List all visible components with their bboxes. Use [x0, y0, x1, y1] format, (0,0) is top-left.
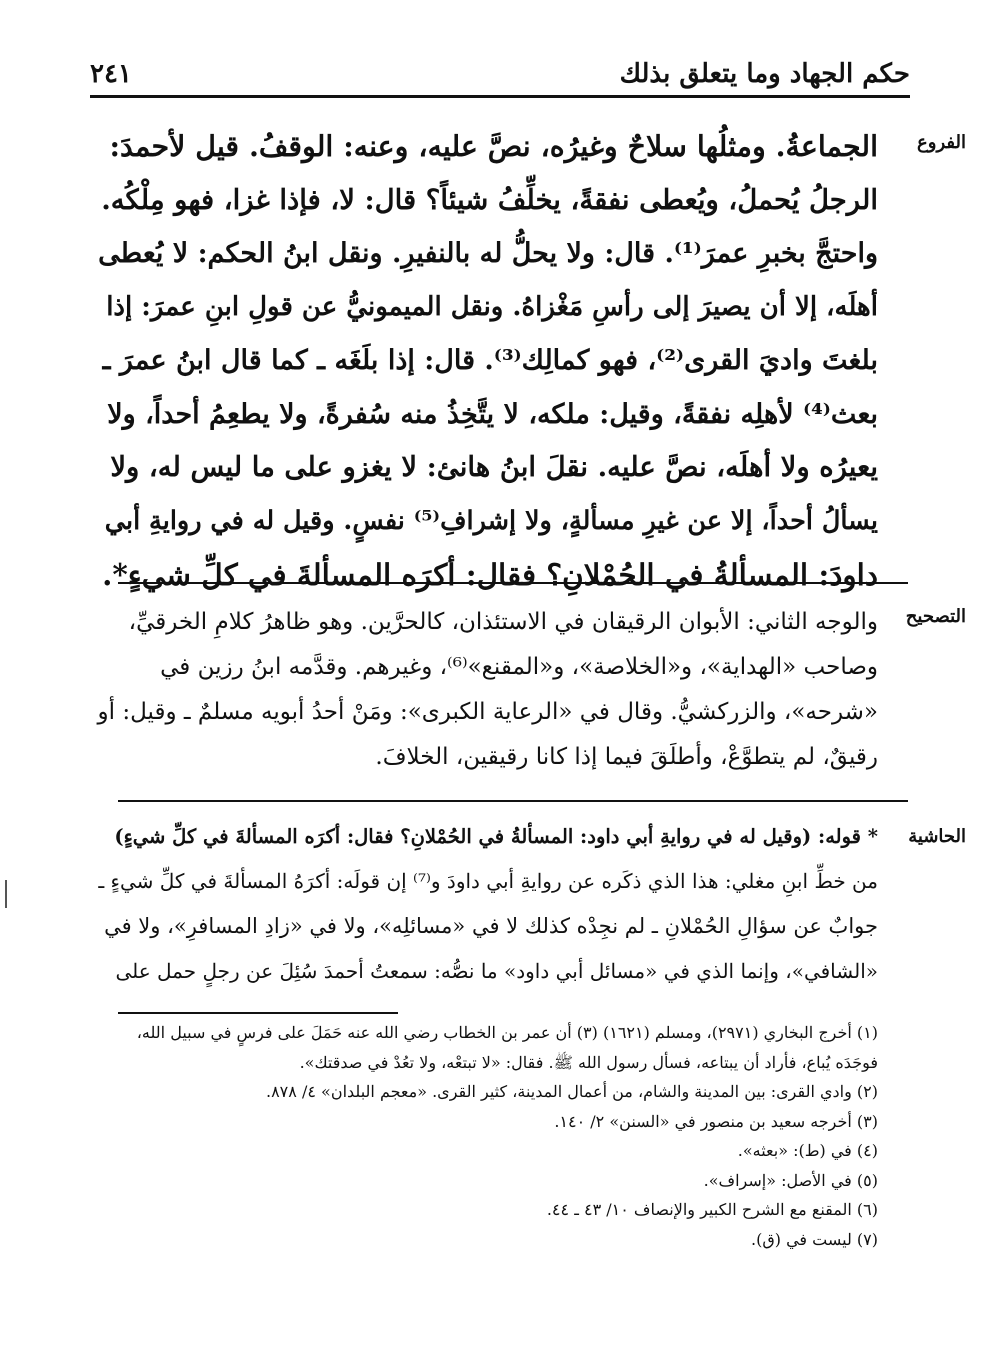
main-line: يعيرُه ولا أهلَه، نصَّ عليه. نقلَ ابنُ هانئ: لا يغزو على ما ليس له، ولا — [110, 451, 878, 483]
footnotes — [98, 1018, 878, 1254]
footnote: فوجَدَه يُباع، فأراد أن يبتاعه، فسأل رسول الله ﷺ. فقال: «لا تبتعْه، ولا تعُدْ في صدقتك». — [299, 1052, 878, 1072]
main-line: الجماعةُ. ومثلُها سلاحٌ وغيرُه، نصَّ عليه، وعنه: الوقفُ. قيل لأحمدَ: — [109, 129, 878, 163]
hashiya-line: «الشافي»، وإنما الذي في «مسائل أبي داود» ما نصُّه: سمعتُ أحمدَ سُئِلَ عن رجلٍ حمل على — [115, 959, 878, 983]
main-line: داودَ: المسألةُ في الحُمْلانِ؟ فقال: أكرَه المسألةَ في كلِّ شيءٍ*. — [102, 557, 878, 592]
label-furu: الفروع — [917, 132, 966, 153]
hashiya-text — [98, 814, 878, 994]
footnote: (٢) وادي القرى: بين المدينة والشام، من أعمال المدينة، كثير القرى. «معجم البلدان» ٤/ ٨٧٨. — [265, 1082, 878, 1101]
divider — [118, 800, 908, 802]
main-line: يسألُ أحداً، إلا عن غيرِ مسألةٍ، ولا إشرافِ⁽⁵⁾ نفسٍ. وقيل له في روايةِ أبي — [104, 505, 878, 536]
main-line: واحتجَّ بخبرِ عمرَ⁽¹⁾. قال: ولا يحلُّ له بالنفيرِ. ونقل ابنُ الحكم: لا يُعطى — [98, 238, 878, 269]
hashiya-line: جوابٌ عن سؤالِ الحُمْلانِ ـ لم نجِدْه كذلك لا في «مسائلِه»، ولا في «زادِ المسافرِ»، ولا في — [104, 914, 878, 938]
main-line: بعث⁽⁴⁾ لأهلِه نفقةً، وقيل: ملكه، لا يتَّخِذُ منه سُفرةً، ولا يطعِمُ أحداً، ولا — [107, 398, 878, 430]
footnote-divider — [118, 1012, 398, 1014]
tashih-text — [98, 600, 878, 780]
hashiya-line: من خطِّ ابنِ مغلي: هذا الذي ذكَره عن روايةِ أبي داودَ و⁽⁷⁾ إن قولَه: أكرَهُ المسألةَ في كلِّ شيءٍ ـ — [98, 869, 878, 893]
scan-mark — [5, 880, 7, 908]
divider — [118, 582, 908, 584]
footnote: (٦) المقنع مع الشرح الكبير والإنصاف ١٠/ ٤٣ ـ ٤٤. — [546, 1200, 878, 1219]
main-line: أهلَه، إلا أن يصيرَ إلى رأسِ مَغْزاهُ. ونقل الميمونيُّ عن قولِ ابنِ عمرَ: إذا — [106, 291, 878, 322]
main-text — [98, 120, 878, 602]
header-title: حكم الجهاد وما يتعلق بذلك — [619, 59, 910, 89]
label-hashiya: الحاشية — [908, 826, 966, 847]
running-header — [90, 55, 910, 98]
tashih-line: «شرحه»، والزركشيُّ. وقال في «الرعاية الكبرى»: ومَنْ أحدُ أبويه مسلمٌ ـ وقيل: أو — [97, 699, 878, 725]
tashih-line: والوجه الثاني: الأبوان الرقيقان في الاستئذان، كالحرَّين. وهو ظاهرُ كلامِ الخرقيِّ، — [128, 609, 878, 635]
page-number: ٢٤١ — [90, 59, 132, 89]
tashih-line: وصاحب «الهداية»، و«الخلاصة»، و«المقنع»⁽⁶⁾، وغيرهم. وقدَّمه ابنُ رزين في — [160, 654, 878, 680]
footnote: (٥) في الأصل: «إسراف». — [703, 1170, 878, 1190]
main-line: الرجلُ يُحملُ، ويُعطى نفقةً، يخلِّفُ شيئاً؟ قال: لا، فإذا غزا، فهو مِلْكُه. — [101, 183, 878, 216]
footnote: (٧) ليست في (ق). — [751, 1229, 878, 1249]
footnote: (٤) في (ط): «بعثه». — [737, 1141, 878, 1160]
footnote: (١) أخرج البخاري (٢٩٧١)، ومسلم (١٦٢١) (٣) أن عمر بن الخطاب رضي الله عنه حَمَلَ على فرسٍ في سبيل الله، — [136, 1023, 878, 1042]
label-tashih: التصحيح — [905, 606, 966, 627]
footnote: (٣) أخرجه سعيد بن منصور في «السنن» ٢/ ١٤٠. — [554, 1111, 878, 1131]
hashiya-line: * قوله: (وقيل له في روايةِ أبي داود: المسألةُ في الحُمْلانِ؟ فقال: أكرَه المسألةَ في كلِّ شيءٍ) — [114, 825, 878, 848]
tashih-line: رقيقٌ، لم يتطوَّعْ، وأطلَقَ فيما إذا كانا رقيقين، الخلافَ. — [375, 744, 878, 770]
main-line: بلغتَ واديَ القرى⁽²⁾، فهو كمالِك⁽³⁾. قال: إذا بلَغَه ـ كما قال ابنُ عمرَ ـ — [102, 345, 878, 376]
